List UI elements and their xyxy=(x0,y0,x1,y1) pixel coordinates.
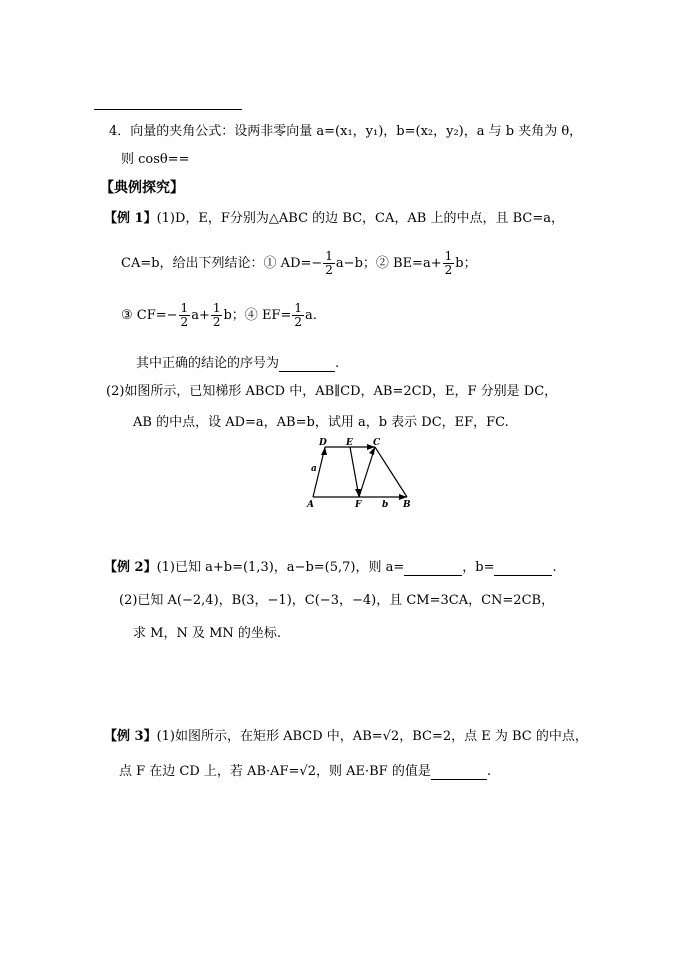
fraction xyxy=(323,250,335,277)
fraction xyxy=(443,250,455,277)
ex1-p1-line2b: a−b；② BE=a+ xyxy=(335,256,442,271)
ex3-p1-line2: 点 F 在边 CD 上，若 AB·AF=√2，则 AE·BF 的值是 xyxy=(119,764,431,779)
ex1-p1-line1: (1)D，E，F分别为△ABC 的边 BC，CA，AB 上的中点，且 BC=a， xyxy=(156,211,564,226)
top-rule xyxy=(94,109,242,110)
ex2-tag: 【例 2】 xyxy=(104,560,157,575)
ex2-p1-end: . xyxy=(552,560,557,575)
fraction-numerator: 1 xyxy=(294,301,302,315)
ex3-p1-line2-end: . xyxy=(486,764,491,779)
fraction-denominator: 2 xyxy=(212,315,221,329)
ex2-p2-line1: (2)已知 A(−2,4)，B(3，−1)，C(−3，−4)，且 CM=3CA，CN=2CB， xyxy=(119,593,555,608)
section-title: 【典例探究】 xyxy=(100,180,184,196)
fraction-numerator: 1 xyxy=(325,249,333,263)
ex1-p1-line3a: ③ CF=− xyxy=(121,308,178,323)
edge-cb xyxy=(375,447,407,497)
label-vector-a: a xyxy=(311,464,317,474)
ex2-p2-line2: 求 M，N 及 MN 的坐标. xyxy=(133,626,282,641)
ex1-line1 xyxy=(104,207,564,226)
item4-line2 xyxy=(121,148,190,167)
label-d: D xyxy=(319,438,327,448)
fraction-numerator: 1 xyxy=(180,301,189,315)
item4-line1 xyxy=(109,120,582,139)
ex1-p1-line3b: a+ xyxy=(191,308,210,323)
ex1-p1-line4: 其中正确的结论的序号为 xyxy=(136,356,280,371)
fraction-denominator: 2 xyxy=(444,263,453,277)
ex1-p2-line2: AB 的中点，设 AD=a，AB=b，试用 a，b 表示 DC，EF，FC. xyxy=(133,415,509,430)
fraction xyxy=(292,302,304,329)
label-e: E xyxy=(346,438,353,448)
ex2-p1: (1)已知 a+b=(1,3)，a−b=(5,7)，则 a= xyxy=(156,560,405,575)
trapezoid-figure xyxy=(303,437,423,510)
segment-fc xyxy=(359,447,375,497)
answer-blank xyxy=(404,560,462,576)
item4-line1-text: 4．向量的夹角公式：设两非零向量 a=(x₁，y₁)，b=(x₂，y₂)，a 与 b 夹角为 θ， xyxy=(109,124,583,139)
ex3-tag: 【例 3】 xyxy=(104,729,157,744)
ex1-tag: 【例 1】 xyxy=(104,211,157,226)
ex1-p2-line1: (2)如图所示，已知梯形 ABCD 中，AB∥CD，AB=2CD，E，F 分别是 DC， xyxy=(106,384,558,399)
fraction-denominator: 2 xyxy=(294,315,302,329)
fraction-numerator: 1 xyxy=(212,301,221,315)
arrowhead-ad xyxy=(321,447,327,455)
fraction-denominator: 2 xyxy=(180,315,189,329)
ex2-line1 xyxy=(104,556,557,576)
ex1-line2 xyxy=(121,250,477,277)
fraction-denominator: 2 xyxy=(325,263,333,277)
ex1-p1-line4-end: . xyxy=(335,356,340,371)
label-c: C xyxy=(373,438,381,448)
fraction xyxy=(179,302,191,329)
ex1-p1-line2c: b； xyxy=(455,256,477,271)
ex1-p1-line3c: b；④ EF= xyxy=(223,308,292,323)
fraction xyxy=(211,302,223,329)
label-b-point: B xyxy=(403,500,411,510)
answer-blank xyxy=(431,764,487,780)
label-f: F xyxy=(355,500,362,510)
label-vector-b: b xyxy=(382,500,389,510)
answer-blank xyxy=(279,356,335,372)
ex3-p1-line1: (1)如图所示，在矩形 ABCD 中，AB=√2，BC=2，点 E 为 BC 的中点， xyxy=(156,729,588,744)
item4-line2-text: 则 cosθ== xyxy=(121,152,190,167)
ex1-line4 xyxy=(136,352,339,372)
ex1-p1-line2: CA=b，给出下列结论：① AD=− xyxy=(121,256,323,271)
ex2-p1-mid: ，b= xyxy=(462,560,495,575)
ex1-p1-line3d: a. xyxy=(304,308,317,323)
label-a: A xyxy=(307,500,314,510)
fraction-numerator: 1 xyxy=(444,249,453,263)
ex3-line2 xyxy=(119,760,491,780)
answer-blank xyxy=(494,560,552,576)
ex3-line1 xyxy=(104,725,588,744)
ex1-line3 xyxy=(121,302,317,329)
